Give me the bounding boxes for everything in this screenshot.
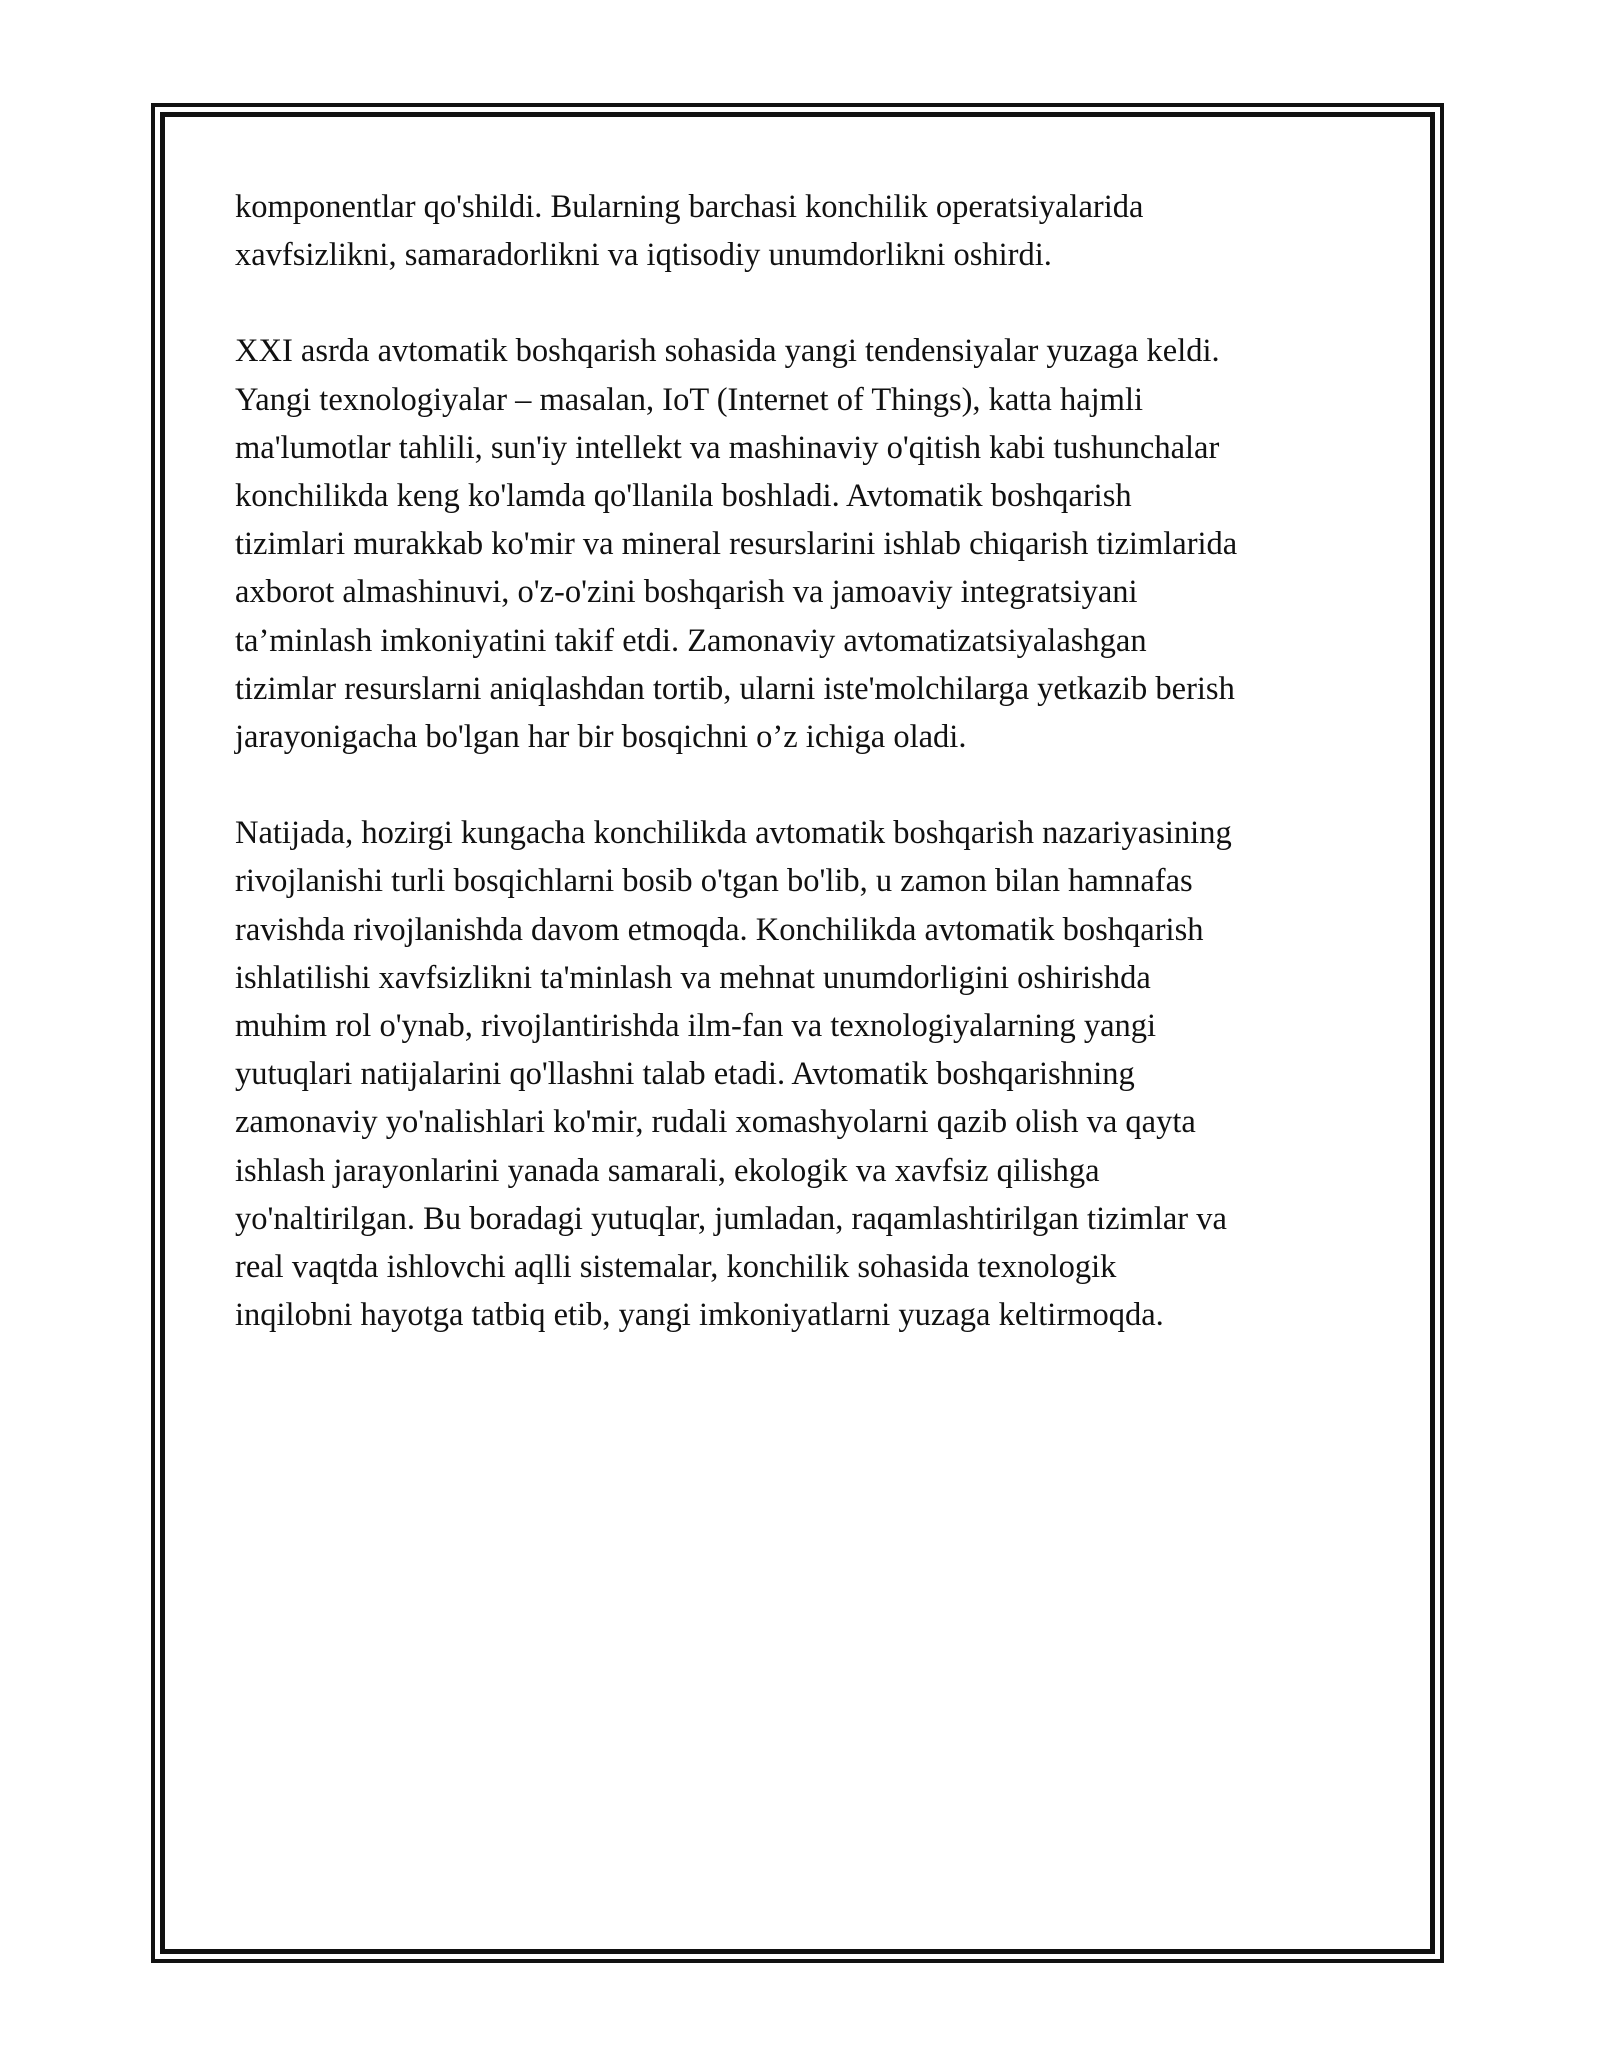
paragraph-1: komponentlar qo'shildi. Bularning barchasi konchilik operatsiyalarida xavfsizlikni, samaradorlikni va iqtisodiy unumdorlikni oshirdi. xyxy=(235,189,1144,274)
document-body xyxy=(235,183,1375,1387)
paragraph-3: Natijada, hozirgi kungacha konchilikda avtomatik boshqarish nazariyasining rivojlanishi turli bosqichlarni bosib o'tgan bo'lib, u zamon bilan hamnafas ravishda rivojlanishda davom etmoqda. Konchilikda avtomatik boshqarish ishlatilishi xavfsizlikni ta'minlash va mehnat unumdorligini oshirishda muhim rol o'ynab, rivojlantirishda ilm-fan va texnologiyalarning yangi yutuqlari natijalarini qo'llashni talab etadi. Avtomatik boshqarishning zamonaviy yo'nalishlari ko'mir, rudali xomashyolarni qazib olish va qayta ishlash jarayonlarini yanada samarali, ekologik va xavfsiz qilishga yo'naltirilgan. Bu boradagi yutuqlar, jumladan, raqamlashtirilgan tizimlar va real vaqtda ishlovchi aqlli sistemalar, konchilik sohasida texnologik inqilobni hayotga tatbiq etib, yangi imkoniyatlarni yuzaga keltirmoqda. xyxy=(235,815,1232,1334)
paragraph-2: XXI asrda avtomatik boshqarish sohasida yangi tendensiyalar yuzaga keldi. Yangi texnologiyalar – masalan, IoT (Internet of Things), katta hajmli ma'lumotlar tahlili, sun'iy intellekt va mashinaviy o'qitish kabi tushunchalar konchilikda keng ko'lamda qo'llanila boshladi. Avtomatik boshqarish tizimlari murakkab ko'mir va mineral resurslarini ishlab chiqarish tizimlarida axborot almashinuvi, o'z-o'zini boshqarish va jamoaviy integratsiyani ta’minlash imkoniyatini takif etdi. Zamonaviy avtomatizatsiyalashgan tizimlar resurslarni aniqlashdan tortib, ularni iste'molchilarga yetkazib berish jarayonigacha bo'lgan har bir bosqichni o’z ichiga oladi. xyxy=(235,333,1238,756)
